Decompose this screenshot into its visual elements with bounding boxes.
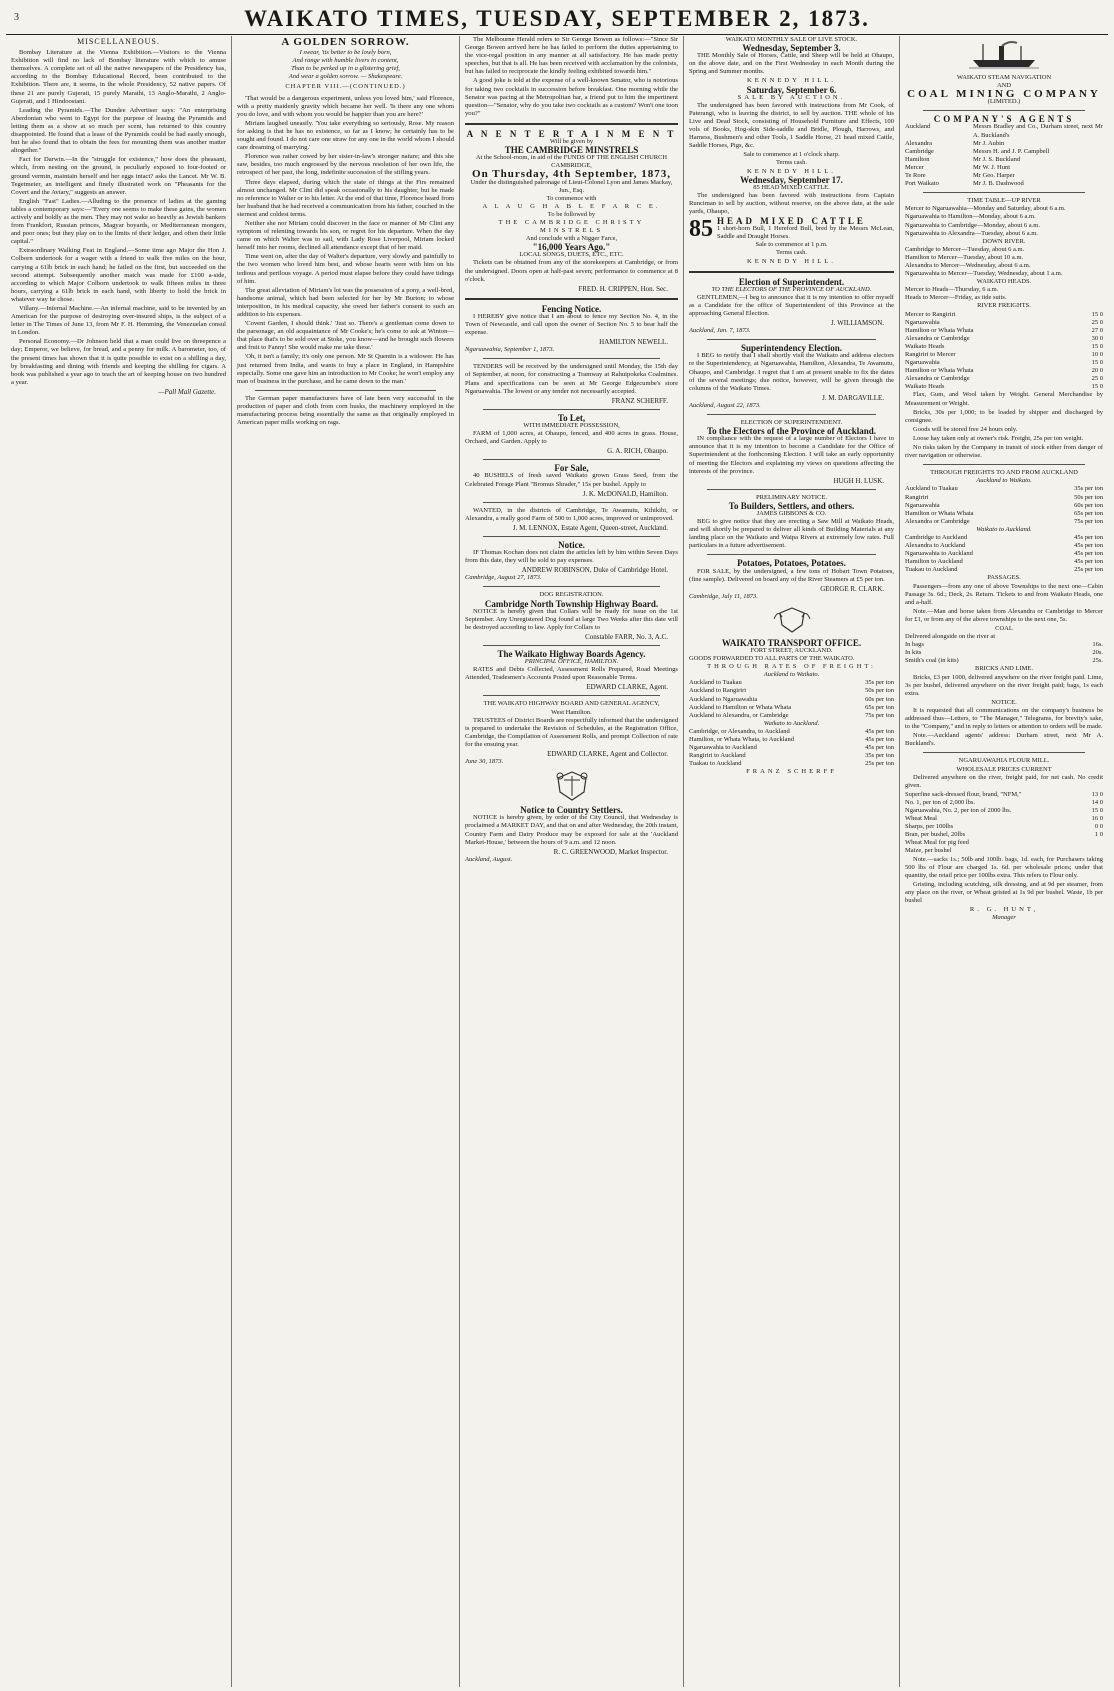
- ad-body: TRUSTEES of District Boards are respectfully informed that the undersigned is prepared to undertake the Revision of Schedules, at the Registration Office, Cambridge, the Compilation of Assessment Rolls, and prompt Collection of rate for the ensuing year.: [465, 716, 678, 748]
- story-paragraph: 'Covent Garden, I should think.' 'Just so. There's a gentleman come down to the parsonage, an old acquaintance of Mr Cooke's; he's come to ask at Winton—that place that's to be sold over at Stoke, you know—and he brought such flowers and fruit to Fanny! She would make me take these.': [237, 320, 454, 352]
- verse-line: I swear, 'tis better to be lowly born,: [299, 49, 392, 57]
- freight-row: Alexandra or Cambridge 30 0: [905, 334, 1103, 342]
- ad-body: NOTICE is hereby given, by order of the City Council, that Wednesday is proclaimed a MARKET DAY, and that on and after Wednesday, the 20th instant, Country Farm and Dairy Produce may be exposed for sale at the 'Auckland Market-House,' between the hours of 9 a.m. and 12 noon.: [465, 814, 678, 846]
- freight-row: Ngaruawahia 15 0: [905, 359, 1103, 367]
- ad-body: FOR SALE, by the undersigned, a few tons of Hobart Town Potatoes, (fine sample). Delivered on board any of the River Steamers at £5 per ton.: [689, 567, 894, 583]
- ad-body: Bricks, 30s per 1,000; to be loaded by shipper and discharged by consignee.: [905, 408, 1103, 424]
- ad-line: And conclude with a Nigger Farce,: [525, 235, 618, 243]
- article-paragraph: Fact for Darwin.—In the "struggle for existence," how does the pheasant, which, from nesting on the ground, is peculiarly exposed to four-footed or ground vermin, maintain herself and her eggs intact? asks the Lancet. Mr W. B. Tegetmeier, an intelligent and finely illustrated work on "Pheasants for the Covert and the Aviary," suggests an answer.: [11, 156, 226, 196]
- price-row: Bran, per bushel, 20lbs 1 0: [905, 831, 1103, 839]
- divider: [483, 695, 660, 696]
- ad-body: RATES and Debts Collected, Assessment Rolls Prepared, Road Meetings Attended, Tradesmen's Accounts Posted upon Reasonable Terms.: [465, 666, 678, 682]
- ad-heading: BRICKS AND LIME.: [975, 665, 1033, 673]
- ad-signature: HAMILTON NEWELL.: [599, 338, 668, 347]
- ad-heading: The Waikato Highway Boards Agency.: [497, 649, 646, 659]
- ad-body: I BEG to notify that I shall shortly visit the Waikato and address electors re the Superintendency, at Ngaruawahia, Hamilton, Alexandra, Te Awamutu, Ohaupo, and Cambridge. I regret that I am at present unable to fix the dates of the several meetings; due notice, however, will be given through the columns of the Waikato Times.: [689, 352, 894, 392]
- column-advertisements-2: [683, 36, 899, 1687]
- ad-signature: KENNEDY HILL.: [747, 77, 836, 85]
- article-paragraph: Villany.—Infernal Machine.—An infernal machine, said to be invented by an American for the purpose of destroying over-insured ships, is the subject of a letter in The Times of June 13, from Mr F. H. Hemming, the Venezuelan consul in London.: [11, 305, 226, 337]
- ad-body: THE Monthly Sale of Horses, Cattle, and Sheep will be held at Ohaupo, on the above date, and on the First Wednesday in each Month during the Spring and Summer months.: [689, 52, 894, 76]
- ad-line: Will be given by: [549, 138, 594, 146]
- news-paragraph: The German paper manufacturers have of late been very successful in the production of paper and cloth from corn husks, the machinery employed in the manufacturing process being essentially the same as that originally employed in American paper mills working on rags.: [237, 394, 454, 427]
- ad-line: At the School-room, in aid of the FUNDS OF THE ENGLISH CHURCH CAMBRIDGE,: [475, 154, 668, 170]
- ad-line: Sale to commence at 1 p.m.: [755, 241, 828, 249]
- ad-heading: Potatoes, Potatoes, Potatoes.: [737, 558, 846, 569]
- price-row: Wheat Meal for pig feed: [905, 839, 969, 847]
- ad-body: I HEREBY give notice that I am about to fence my Section No. 4, in the Town of Newcastle, and call upon the owner of Section No. 5 to bear half the expense.: [465, 312, 678, 337]
- company-name: COAL MINING COMPANY: [907, 88, 1101, 101]
- ad-heading: WAIKATO HEADS.: [976, 278, 1032, 286]
- ad-heading: Superintendency Election.: [740, 343, 842, 354]
- divider: [707, 554, 876, 555]
- price-row: In kits 20s.: [905, 649, 1103, 657]
- ad-line: SALE BY AUCTION.: [737, 93, 846, 101]
- freight-row: Tuakau to Auckland 25s per ton: [905, 566, 1103, 574]
- ad-signature: FRED. H. CRIPPEN, Hon. Sec.: [578, 284, 668, 293]
- freight-row: Waikato Heads 15 0: [905, 342, 1103, 350]
- ad-body: Tickets can be obtained from any of the storekeepers at Cambridge, or from the undersigned. Doors open at half-past seven; performance to commence at 8 o'clock.: [465, 259, 678, 283]
- article-signature: —Pall Mall Gazette.: [158, 387, 216, 396]
- ad-heading: Cambridge North Township Highway Board.: [484, 598, 659, 609]
- ad-body: Note.—Man and horse taken from Alexandra or Cambridge to Mercer for £1, or from any of the above townships to the next one, 5s.: [905, 607, 1103, 623]
- article-paragraph: Leading the Pyramids.—The Dundee Advertiser says: "An enterprising Aberdonian who went to Egypt for the purpose of leasing the Pyramids and letting them as a show at so much per scent, has returned to this country disappointed. He found that a lease of the Pyramids could be had easily enough, but he also found that to obtain the fees for mounting them was another matter altogether.": [11, 106, 226, 155]
- divider: [483, 409, 660, 410]
- ad-signature: GEORGE R. CLARK.: [820, 584, 884, 593]
- divider: [923, 110, 1085, 111]
- price-row: Delivered alongside on the river at: [905, 633, 996, 641]
- timetable-line: Ngaruawahia to Alexandra—Tuesday, about 6 a.m.: [905, 229, 1038, 237]
- news-paragraph: The Melbourne Herald refers to Sir George Bowen as follows:—"Since Sir George Bowen arrived here he has failed to perform the duties appertaining to the vice-regal position in any manner at all satisfactory. He has made pretty speeches, but that is all. He has been received with acclamation by the colonists, but has failed to reciprocate the kindly feeling exhibited towards him.": [465, 36, 678, 76]
- cattle-count: 85: [689, 217, 713, 242]
- ad-line: TO THE ELECTORS OF THE PROVINCE OF AUCKLAND.: [711, 285, 872, 293]
- story-paragraph: Three days elapsed, during which the state of things at the Firs remained almost unchanged. Mr Clint did speak occasionally to his daughter, but he made no reference to Walter or to his letter. At the end of that time, Florence heard from her husband that he had received a communication from his father, couched in the sternest and coldest terms.: [237, 178, 454, 218]
- divider: [707, 339, 876, 340]
- section-heading: MISCELLANEOUS.: [77, 37, 160, 46]
- ad-heading: Election of Superintendent.: [738, 276, 845, 287]
- freight-row: Tuakau to Auckland 25s per ton: [689, 760, 894, 768]
- freight-row: Waikato Heads 15 0: [905, 383, 1103, 391]
- ad-signature: Constable FARR, No. 3, A.C.: [585, 632, 668, 641]
- ad-heading: WAIKATO MONTHLY SALE OF LIVE STOCK.: [725, 36, 858, 43]
- freight-row: Auckland to Hamilton or Whata Whata 65s per ton: [689, 703, 894, 711]
- ad-line: Waikato to Auckland.: [976, 525, 1032, 533]
- ad-line: Terms cash.: [776, 249, 807, 257]
- ad-signature: EDWARD CLARKE, Agent.: [586, 683, 668, 692]
- divider: [255, 390, 436, 391]
- divider: [483, 586, 660, 587]
- company-name: WAIKATO STEAM NAVIGATION: [956, 74, 1052, 81]
- ad-date-line: June 30, 1873.: [465, 758, 504, 766]
- article-paragraph: Extraordinary Walking Feat in England.—Some time ago Major the Hon J. Colborn undertook for a wager with a friend to walk five miles on the hour, carrying a 61lb brick in each hand; he failed on the first, but succeeded on the second attempt. Subsequently another match was made for £100 a-side, according to which Major Colborn undertook to walk fifteen miles in three hours, carrying a 61lb brick in each hand, with liberty to hold the brick in whatever way he chose.: [11, 247, 226, 303]
- ad-body: Note.—Auckland agents' address: Durham street, next Mr A. Buckland's.: [905, 732, 1103, 748]
- ad-line: Waikato to Auckland.: [763, 719, 820, 727]
- verse-line: Than to be perked up in a glistering grief,: [291, 65, 400, 73]
- ad-signature: FRANZ SCHERFF.: [611, 396, 668, 405]
- masthead: [6, 4, 1108, 35]
- freight-row: Cambridge to Auckland 45s per ton: [905, 533, 1103, 541]
- ad-body: The undersigned has been favored with instructions from Mr Cook, of Paterangi, who is leaving the district, to sell by auction. THE whole of his Live and Dead Stock, consisting of Household Furniture and Effects, 100 vols of Books, Hog-skin Side-saddle and Bridle, Plough, Harrows, and Harness, Bushmen's and other Tools, 1 Saddle Horse, 21 head mixed Cattle, Saddle Horses, Pigs, &c.: [689, 101, 894, 150]
- ad-line: A L A U G H A B L E F A R C E.: [482, 202, 661, 210]
- ad-date-line: Cambridge, August 27, 1873.: [465, 574, 542, 582]
- ad-line: GOODS FORWARDED TO ALL PARTS OF THE WAIKATO.: [689, 655, 855, 663]
- ad-heading: To the Electors of the Province of Auckland.: [707, 426, 876, 437]
- ad-line: WHOLESALE PRICES CURRENT: [956, 765, 1052, 773]
- freight-row: Hamilton or Whata Whata 65s per ton: [905, 509, 1103, 517]
- ad-line: Manager: [992, 914, 1016, 922]
- story-paragraph: The great alleviation of Miriam's lot was the possession of a pony, a well-bred, handsome animal, which had been selected for her by Mr Burton; to whose interposition, in his medical capacity, she owed her father's consent to such an addition to his expenses.: [237, 286, 454, 318]
- coat-of-arms-icon: [770, 605, 814, 635]
- freight-row: Rangiriri to Auckland 35s per ton: [689, 752, 894, 760]
- ad-heading: THE WAIKATO HIGHWAY BOARD AND GENERAL AGENCY,: [483, 700, 660, 708]
- freight-row: Auckland to Tuakau 35s per ton: [689, 679, 894, 687]
- freight-row: Rangiriri 50s per ton: [905, 493, 1103, 501]
- divider: [923, 192, 1085, 193]
- story-paragraph: Time went on, after the day of Walter's departure, very slowly and painfully to the two women who loved him best, and whose hearts were with him on his tedious and perilous voyage. A period must elapse before they could have tidings of him.: [237, 253, 454, 285]
- ad-body: Delivered anywhere on the river, freight paid, for net cash. No credit given.: [905, 773, 1103, 789]
- ad-line: AND: [996, 82, 1012, 90]
- freight-row: Cambridge, or Alexandra, to Auckland 45s per ton: [689, 727, 894, 735]
- ad-signature: KENNEDY HILL.: [747, 257, 836, 265]
- ad-line: Sale to commence at 1 o'clock sharp.: [743, 151, 840, 159]
- ad-body: The undersigned has been favored with instructions from Captain Runciman to sell by auction, without reserve, on the above date, at the sale yards, Ohaupo,: [689, 191, 894, 215]
- ad-signature: FRANZ SCHERFF: [746, 768, 837, 776]
- ad-body: WANTED, in the districts of Cambridge, Te Awamutu, Kihikihi, or Alexandra, a really good Farm of 500 to 1,000 acres, improved or unimproved.: [465, 506, 678, 522]
- ad-heading: NOTICE.: [991, 698, 1017, 706]
- ad-body: Goods will be stored free 24 hours only.: [913, 425, 1018, 433]
- ad-signature: R. G. HUNT,: [969, 906, 1039, 914]
- ad-heading: PRELIMINARY NOTICE.: [756, 493, 827, 501]
- ad-heading: RIVER FREIGHTS.: [977, 302, 1031, 310]
- agent-row: Auckland Messrs Bradley and Co., Durham street, next Mr A. Buckland's: [905, 123, 1103, 139]
- ad-heading: DOG REGISTRATION.: [539, 591, 604, 599]
- ad-body: Passengers—from any one of above Townships to the next one—Cabin Passage 3s. 6d.; Deck, 2s. Return. Tickets to and from Waikato Heads, one and a-half.: [905, 582, 1103, 606]
- ad-line: (LIMITED.): [987, 98, 1021, 106]
- freight-row: Auckland to Rangiriri 50s per ton: [689, 687, 894, 695]
- column-advertisements-1: [459, 36, 683, 1687]
- timetable-line: Cambridge to Mercer—Tuesday, about 6 a.m.: [905, 245, 1025, 253]
- ad-body: Bricks, £3 per 1000, delivered anywhere on the river freight paid. Lime, 3s per bushel, delivered anywhere on the river freight paid; bags, 1s each extra.: [905, 673, 1103, 697]
- ad-body: 40 BUSHELS of fresh saved Waikato grown Grass Seed, from the Celebrated Forage Plant "Bromus Shrader," 15s per bushel. Apply to: [465, 472, 678, 488]
- newspaper-title: WAIKATO TIMES, TUESDAY, SEPTEMBER 2, 1873.: [244, 6, 870, 31]
- price-row: Maize, per bushel: [905, 847, 952, 855]
- ad-heading: WAIKATO TRANSPORT OFFICE.: [721, 637, 862, 648]
- ad-heading: ELECTION OF SUPERINTENDENT.: [740, 419, 843, 427]
- agent-row: Cambridge Messrs H. and J. P. Campbell: [905, 147, 1050, 155]
- freight-row: Mercer to Rangiriri 15 0: [905, 310, 1103, 318]
- story-paragraph: Miriam laughed uneasily. 'You take everything so seriously, Rose. My reason for asking is that he has no existence, so far as I know; he certainly has to be sought and found. I do not care one straw for any one in the world whom I should care dreaming of marrying.': [237, 119, 454, 152]
- ad-date-line: Ngaruawahia, September 1, 1873.: [465, 346, 555, 354]
- freight-row: Hamilton to Auckland 45s per ton: [905, 558, 1103, 566]
- ad-line: To be followed by: [547, 210, 596, 218]
- ad-heading: THROUGH FREIGHTS TO AND FROM AUCKLAND: [930, 469, 1078, 477]
- ad-heading: For Sale,: [554, 463, 589, 474]
- price-row: Sharps, per 100lbs 0 0: [905, 823, 1103, 831]
- story-paragraph: 'That would be a dangerous experiment, unless you loved him,' said Florence, with a pretty maidenly gravity which became her well. 'Is there any one whom you do love, and with whom you would be happier than you are here?': [237, 94, 454, 118]
- timetable-line: Mercer to Heads—Thursday, 6 a.m.: [905, 286, 999, 294]
- price-row: Ngaruawahia, No. 2, per ton of 2000 lbs. 15 0: [905, 806, 1103, 814]
- ad-heading: THE CAMBRIDGE MINSTRELS: [504, 145, 639, 156]
- price-row: In bags 16s.: [905, 641, 1103, 649]
- divider: [483, 358, 660, 359]
- ad-line: LOCAL SONGS, DUETS, ETC., ETC.: [519, 251, 624, 259]
- ad-line: FORT STREET, AUCKLAND.: [750, 647, 833, 654]
- agent-row: Port Waikato Mr J. B. Dashwood: [905, 180, 1024, 188]
- ad-signature: KENNEDY HILL.: [747, 167, 836, 175]
- agent-row: Te Rore Mr Geo. Harper: [905, 172, 1015, 180]
- ad-body: IN compliance with the request of a large number of Electors I have to announce that it is my intention to become a Candidate for the Office of Superintendent at the forthcoming Election. I will take an early opportunity of meeting the Electors and explaining my views on questions affecting the interests of the province.: [689, 435, 894, 475]
- timetable-line: Mercer to Ngaruawahia—Monday and Saturday, about 6 a.m.: [905, 205, 1066, 213]
- story-paragraph: Florence was rather cowed by her sister-in-law's stronger nature; and this she saw, besides, too much engrossed by the nervous resolution of her own life, the retrospect of her past, the long, indefinite succession of the stifling years.: [237, 153, 454, 177]
- story-paragraph: 'Oh, it isn't a family; it's only one person. Mr St Quentin is a widower. He has just returned from India, and wants to buy a place in England, in Hampshire especially. Some one gave him an introduction to Mr Cooke; he won't employ any man of business in the purchase, and he came down to the man.': [237, 353, 454, 385]
- timetable-line: Alexandra to Mercer—Wednesday, about 6 a.m.: [905, 261, 1031, 269]
- divider: [923, 464, 1085, 465]
- ad-date-line: Auckland, August 22, 1873.: [689, 401, 761, 409]
- price-row: Superfine sack-dressed flour, brand, "NFM," 13 0: [905, 790, 1103, 798]
- timetable-line: Hamilton to Mercer—Tuesday, about 10 a.m.: [905, 253, 1024, 261]
- divider: [707, 414, 876, 415]
- chapter-heading: CHAPTER VIII.—(CONTINUED.): [285, 83, 406, 91]
- story-title: A GOLDEN SORROW.: [281, 36, 410, 48]
- ad-signature: EDWARD CLARKE, Agent and Collector.: [547, 750, 668, 759]
- divider: [923, 752, 1085, 753]
- freight-row: Ngaruawahia to Auckland 45s per ton: [905, 550, 1103, 558]
- coat-of-arms-icon: [552, 770, 592, 802]
- column-serial-story: [231, 36, 459, 1687]
- freight-row: Ngaruawahia to Auckland 45s per ton: [689, 744, 894, 752]
- ad-date: Wednesday, September 3.: [742, 43, 841, 54]
- ad-signature: HUGH H. LUSK.: [833, 476, 884, 485]
- ad-body: It is requested that all communications on the company's business be addressed thus—Letters, to "The Manager," Telegrams, for brevity's sake, to the "Company," and in reply to letters or attention to orders will be made.: [905, 706, 1103, 731]
- ad-heading: TIME TABLE—UP RIVER: [967, 197, 1041, 205]
- page-number: 3: [14, 12, 19, 23]
- ad-line: THE CAMBRIDGE CHRISTY MINSTRELS: [498, 218, 645, 235]
- ad-date-line: Auckland, August.: [465, 855, 513, 863]
- column-miscellaneous: [6, 36, 231, 1687]
- ad-line: Under the distinguished patronage of Lieut-Colonel Lyon and James Mackay, Jun., Esq.: [470, 178, 673, 194]
- ad-body: No risks taken by the Company in transit of stock either from danger of river navigation or otherwise.: [905, 444, 1103, 460]
- ad-line: Terms cash.: [776, 159, 807, 167]
- ad-heading: COMPANY'S AGENTS: [933, 114, 1075, 125]
- article-paragraph: English "Fast" Ladies.—Alluding to the presence of ladies at the gaming tables a contemporary says:—"Every one seems to make these gains, the women actively and boldly as the men. They may not wake so heavily as Jewish bankers from Frankfort, Russian princes, Magyar boyards, or Mediterranean mongers, and poor ones; but they play on to the limits of their ledger, and often their little capital.": [11, 197, 226, 246]
- ad-heading: PASSAGES.: [987, 574, 1021, 582]
- ad-signature: J. K. McDONALD, Hamilton.: [582, 489, 668, 498]
- freight-row: Ngaruawahia 25 0: [905, 318, 1103, 326]
- ad-heading: COAL: [995, 625, 1013, 632]
- ad-date-line: Cambridge, July 11, 1873.: [689, 592, 758, 600]
- ad-signature: ANDREW ROBINSON, Duke of Cambridge Hotel.: [521, 566, 668, 575]
- freight-row: Auckland to Alexandra, or Cambridge 75s per ton: [689, 711, 894, 719]
- ad-line: WITH IMMEDIATE POSSESSION,: [523, 421, 620, 429]
- price-row: No. 1, per ton of 2,000 lbs. 14 0: [905, 798, 1103, 806]
- ad-heading: Notice.: [558, 539, 585, 550]
- price-row: Smith's coal (in kits) 25s.: [905, 657, 1103, 665]
- entertainment-heading: A N E N T E R T A I N M E N T: [466, 128, 677, 139]
- verse-line: And range with humble livers in content,: [292, 57, 399, 65]
- agent-row: Mercer Mr W. J. Hunt: [905, 163, 1011, 171]
- divider: [465, 298, 678, 300]
- column-steam-navigation: [899, 36, 1108, 1687]
- ad-body: BEG to give notice that they are erecting a Saw Mill at Waikato Heads, and will shortly be prepared to deliver all kinds of Building Materials at any landing place on the Waikato and Waipa Rivers at extremely low rates. Full particulars in a future advertisement.: [689, 518, 894, 550]
- divider: [483, 502, 660, 503]
- ad-date: Wednesday, September 17.: [740, 174, 843, 185]
- freight-row: Hamilton, or Whata Whata, to Auckland 45s per ton: [689, 736, 894, 744]
- steamship-icon: [969, 40, 1039, 70]
- agent-row: Alexandra Mr J. Aubin: [905, 139, 1005, 147]
- ad-signature: J. M. LENNOX, Estate Agent, Queen-street, Auckland.: [512, 523, 668, 532]
- ad-date: On Thursday, 4th September, 1873,: [472, 168, 671, 181]
- freight-row: Ngaruawahia 60s per ton: [905, 501, 1103, 509]
- ad-heading: To Builders, Settlers, and others.: [728, 500, 855, 511]
- ad-date-line: Auckland, Jan. 7, 1873.: [689, 327, 751, 335]
- ad-heading: DOWN RIVER.: [982, 237, 1026, 245]
- divider: [465, 123, 678, 125]
- price-row: Wheat Meal 16 0: [905, 815, 1103, 823]
- ad-body: Note.—sacks 1s.; 50lb and 100lb. bags, 1d. each, for Purchasers taking 500 lbs of Flour are charged 1s. 6d. per wholesale prices; under that quantity, the retail price per 100lbs extra. This refers to Flour only.: [905, 855, 1103, 879]
- ad-body: FARM of 1,000 acres, at Ohaupo, fenced, and 400 acres in grass. House, Orchard, and Garden. Apply to: [465, 430, 678, 446]
- timetable-line: Ngaruawahia to Cambridge—Monday, about 6 a.m.: [905, 221, 1040, 229]
- news-paragraph: A good joke is told at the expense of a well-known Senator, who is notorious for taking two cocktails in succession before breakfast. One morning while the Senator was pacing at the Metropolitan bar, a friend put to him the impertinent question—"Senator, why do you take two cocktails as a custom? Won't one toon you?": [465, 77, 678, 117]
- ad-heading: Fencing Notice.: [541, 303, 602, 314]
- ad-heading: NGARUAWAHIA FLOUR MILL.: [958, 757, 1050, 765]
- ad-line: JAMES GIBBONS & CO.: [756, 509, 827, 517]
- ad-line: Auckland to Waikato.: [763, 671, 820, 679]
- ad-body: Flax, Gum, and Wool taken by Weight. General Merchandise by Measurement or Weight.: [905, 391, 1103, 407]
- ad-signature: R. C. GREENWOOD, Market Inspector.: [553, 847, 668, 856]
- divider: [689, 271, 894, 273]
- freight-row: Alexandra to Auckland 45s per ton: [905, 542, 1103, 550]
- ad-line: To commence with: [546, 194, 597, 202]
- ad-body: IF Thomas Kochan does not claim the articles left by him within Seven Days from this date, they will be sold to pay expenses.: [465, 549, 678, 565]
- agent-row: Hamilton Mr J. S. Buckland: [905, 155, 1021, 163]
- ad-line: 85 HEAD MIXED CATTLE.: [753, 183, 830, 191]
- ad-heading: To Let,: [557, 412, 586, 423]
- story-paragraph: Neither she nor Miriam could discover in the face or manner of Mr Clint any symptom of relenting towards his son, or regret for his departure. When the day came on which Walter was to sail, with Lady Rose Liverpool, Miriam locked herself into her rooms, declined all attendance except that of her maid.: [237, 219, 454, 252]
- ad-line: THROUGH RATES OF FREIGHT:: [707, 663, 876, 671]
- ad-heading: Notice to Country Settlers.: [520, 805, 623, 816]
- ad-signature: J. M. DARGAVILLE.: [822, 393, 884, 402]
- ad-line: PRINCIPAL OFFICE, HAMILTON.: [524, 658, 619, 666]
- ad-title: "16,000 Years Ago.": [532, 242, 611, 253]
- ad-signature: G. A. RICH, Ohaupo.: [607, 447, 668, 456]
- ad-body: TENDERS will be received by the undersigned until Monday, the 15th day of September, at noon, for constructing a Tramway at Rahuipokeka Coalmines. Plans and specifications can be seen at Mr George Edgecumbe's store Ngaruawahia. The lowest or any tender not necessarily accepted.: [465, 363, 678, 395]
- article-paragraph: Personal Economy.—Dr Johnson held that a man could live on threepence a day; Emperor, we believe, for bread, and a penny for milk. A barometer, too, of the present times has shown that it is quite possible to exist on a shilling a day, by breakfasting and dining with friends and keeping the shilling for cigars. A book was published a year ago to teach the art of keeping house on two hundred a year.: [11, 338, 226, 386]
- ad-body: Gristing, including scutching, silk dressing, and at 9d per steamer, from any place on the river, or Wheat gristed at 1s 9d per bushel. Waste, 1b per bushel: [905, 880, 1103, 904]
- ad-heading: HEAD MIXED CATTLE: [717, 217, 866, 227]
- divider: [707, 489, 876, 490]
- ad-body: NOTICE is hereby given that Collars will be ready for issue on the 1st September. Any Unregistered Dog found at large Two Weeks after this date will be destroyed according to law. Apply for Collars to: [465, 607, 678, 631]
- ad-line: 1 short-horn Bull, 1 Hereford Bull, bred by the Messrs McLean, Saddle and Draught Horses.: [717, 225, 894, 241]
- freight-row: Hamilton or Whata Whata 27 0: [905, 326, 1103, 334]
- article-paragraph: Bombay Literature at the Vienna Exhibition.—Visitors to the Vienna Exhibition will find no lack of Bombay literature with which to amuse themselves. A complete set of all the native newspapers of the Presidency has, according to the Bombay Educational Record, been contributed to the Exhibition. There are, it seems, in the whole Presidency, 52 native papers. Of these 21 are purely Gujerati, 15 purely Marathi, 13 Anglo-Marathi, 2 Anglo-Gujerati, and 1 Hindoostani.: [11, 49, 226, 105]
- freight-row: Hamilton or Whata Whata 20 0: [905, 367, 1103, 375]
- ad-signature: J. WILLIAMSON.: [831, 319, 884, 328]
- freight-row: Alexandra or Cambridge 25 0: [905, 375, 1103, 383]
- divider: [483, 459, 660, 460]
- divider: [483, 536, 660, 537]
- verse-line: And wear a golden sorrow. — Shakespeare.: [288, 73, 403, 81]
- ad-date: Saturday, September 6.: [746, 84, 837, 95]
- freight-row: Auckland to Tuakau 35s per ton: [905, 485, 1103, 493]
- timetable-line: Heads to Mercer—Friday, as tide suits.: [905, 294, 1007, 302]
- divider: [483, 645, 660, 646]
- timetable-line: Ngaruawahia to Mercer—Tuesday, Wednesday, about 1 a.m.: [905, 270, 1063, 278]
- timetable-line: Ngaruawahia to Hamilton—Monday, about 6 a.m.: [905, 213, 1036, 221]
- ad-line: West Hamilton.: [551, 708, 592, 716]
- ad-body: Loose hay taken only at owner's risk. Freight, 25s per ton weight.: [913, 434, 1084, 442]
- ad-line: Auckland to Waikato.: [976, 477, 1032, 485]
- freight-row: Rangiriri to Mercer 10 0: [905, 351, 1103, 358]
- ad-body: GENTLEMEN,—I beg to announce that it is my intention to offer myself as a Candidate for the office of Superintendent of this Province at the approaching General Election.: [689, 293, 894, 317]
- freight-row: Auckland to Ngaruawahia 60s per ton: [689, 695, 894, 703]
- freight-row: Alexandra or Cambridge 75s per ton: [905, 517, 1103, 525]
